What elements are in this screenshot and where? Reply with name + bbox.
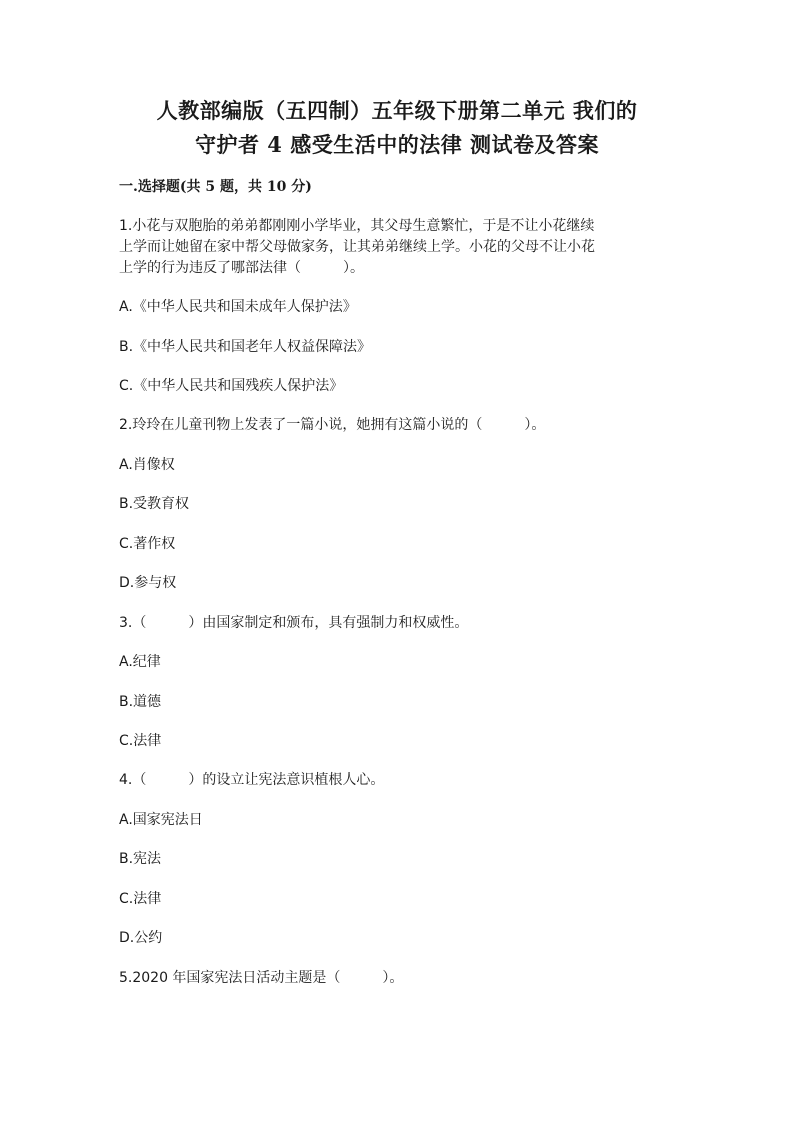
question-4-option-b[interactable]: B.宪法	[119, 851, 162, 867]
question-1-stem-line: 上学而让她留在家中帮父母做家务，让其弟弟继续上学。小花的父母不让小花	[119, 239, 595, 255]
question-1-option-b[interactable]: B.《中华人民共和国老年人权益保障法》	[119, 339, 372, 355]
question-2-option-b[interactable]: B.受教育权	[119, 496, 190, 512]
question-4-option-d[interactable]: D.公约	[119, 930, 163, 946]
question-1-option-a[interactable]: A.《中华人民共和国未成年人保护法》	[119, 299, 357, 315]
document-title	[60, 94, 734, 162]
question-3-option-a[interactable]: A.纪律	[119, 654, 161, 670]
question-2-stem: 2.玲玲在儿童刊物上发表了一篇小说，她拥有这篇小说的（ ）。	[119, 417, 546, 433]
question-5-stem: 5.2020 年国家宪法日活动主题是（ ）。	[119, 970, 404, 986]
question-1-stem-line: 上学的行为违反了哪部法律（ ）。	[119, 260, 364, 276]
question-4-option-c[interactable]: C.法律	[119, 891, 162, 907]
title-line-1: 人教部编版（五四制）五年级下册第二单元 我们的	[156, 98, 638, 123]
question-2-option-d[interactable]: D.参与权	[119, 575, 177, 591]
question-1-stem	[119, 216, 677, 279]
question-2-option-c[interactable]: C.著作权	[119, 536, 176, 552]
question-3-option-c[interactable]: C.法律	[119, 733, 162, 749]
title-line-2: 守护者 4 感受生活中的法律 测试卷及答案	[194, 132, 600, 157]
question-1-option-c[interactable]: C.《中华人民共和国残疾人保护法》	[119, 378, 344, 394]
question-3-stem: 3.（ ）由国家制定和颁布，具有强制力和权威性。	[119, 615, 469, 631]
question-4-option-a[interactable]: A.国家宪法日	[119, 812, 203, 828]
section-heading: 一.选择题(共 5 题，共 10 分)	[119, 179, 312, 195]
question-3-option-b[interactable]: B.道德	[119, 694, 162, 710]
question-1-stem-line: 1.小花与双胞胎的弟弟都刚刚小学毕业，其父母生意繁忙，于是不让小花继续	[119, 218, 595, 234]
question-2-option-a[interactable]: A.肖像权	[119, 457, 175, 473]
question-4-stem: 4.（ ）的设立让宪法意识植根人心。	[119, 772, 385, 788]
